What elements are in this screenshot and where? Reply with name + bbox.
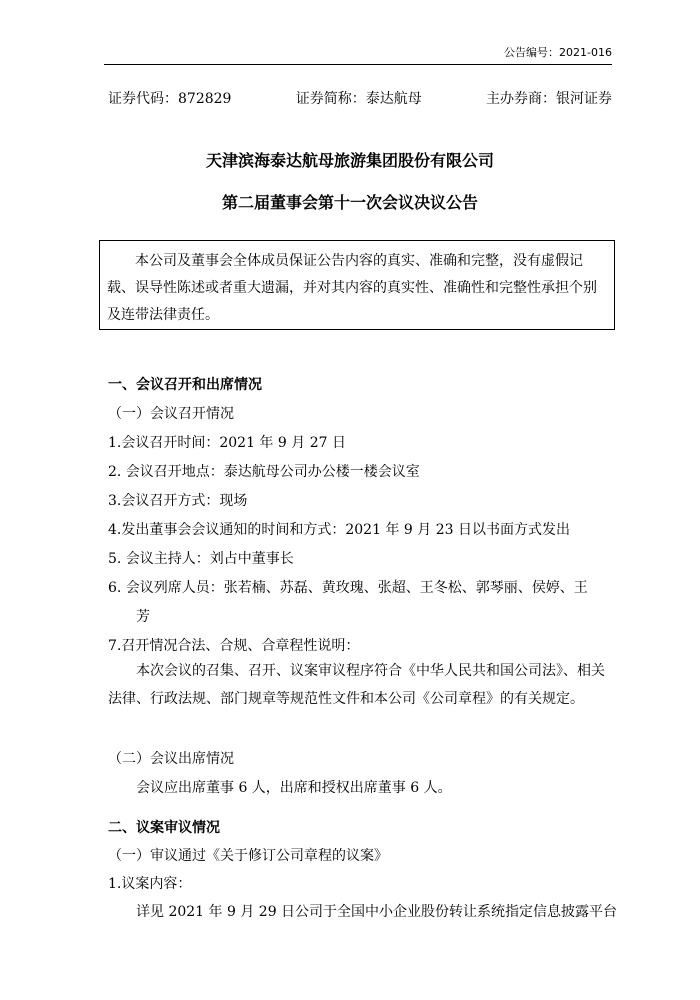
meeting-time: 1.会议召开时间：2021 年 9 月 27 日 [108, 435, 346, 451]
proposal-content-label: 1.议案内容： [108, 876, 192, 892]
security-code: 证券代码：872829 [108, 91, 232, 107]
security-short-name: 证券简称：泰达航母 [295, 91, 422, 107]
section2-heading: 二、议案审议情况 [108, 820, 220, 836]
attendance-text: 会议应出席董事 6 人，出席和授权出席董事 6 人。 [136, 780, 452, 796]
announcement-title: 第二届董事会第十一次会议决议公告 [221, 193, 478, 212]
compliance-heading: 7.召开情况合法、合规、合章程性说明： [108, 638, 360, 654]
meeting-location: 2. 会议召开地点：泰达航母公司办公楼一楼会议室 [108, 464, 420, 480]
company-title: 天津滨海泰达航母旅游集团股份有限公司 [205, 151, 494, 170]
header-rule [104, 64, 612, 65]
section1-sub2: （二）会议出席情况 [108, 751, 234, 767]
notice-time-method: 4.发出董事会会议通知的时间和方式：2021 年 9 月 23 日以书面方式发出 [108, 522, 570, 538]
security-info-row [108, 88, 612, 108]
attendees-cont: 芳 [136, 609, 150, 625]
meeting-host: 5. 会议主持人：刘占中董事长 [108, 551, 294, 567]
notice-number: 公告编号：2021-016 [504, 46, 612, 59]
attendees: 6. 会议列席人员：张若楠、苏磊、黄玫瑰、张超、王冬松、郭琴丽、侯婷、王 [108, 580, 588, 596]
lead-broker: 主办券商：银河证券 [485, 91, 612, 107]
section2-sub1: （一）审议通过《关于修订公司章程的议案》 [108, 848, 388, 864]
meeting-method: 3.会议召开方式：现场 [108, 493, 248, 509]
compliance-text: 本次会议的召集、召开、议案审议程序符合《中华人民共和国公司法》、相关法律、行政法规、部门规章等规范性文件和本公司《公司章程》的有关规定。 [108, 663, 605, 707]
proposal-detail: 详见 2021 年 9 月 29 日公司于全国中小企业股份转让系统指定信息披露平台 [136, 904, 618, 920]
section1-sub1: （一）会议召开情况 [108, 406, 234, 422]
section1-heading: 一、会议召开和出席情况 [108, 377, 262, 393]
board-statement-box: 本公司及董事会全体成员保证公告内容的真实、准确和完整，没有虚假记载、误导性陈述或者重大遗漏，并对其内容的真实性、准确性和完整性承担个别及连带法律责任。 [99, 240, 615, 330]
